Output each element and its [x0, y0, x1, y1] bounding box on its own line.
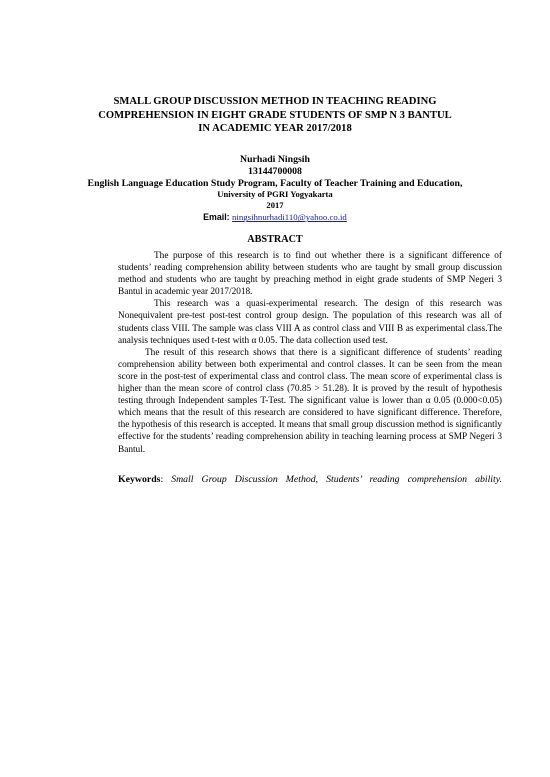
author-name: Nurhadi Ningsih	[240, 154, 310, 165]
publication-year: 2017	[266, 200, 284, 211]
abstract-paragraph-result: The result of this research shows that there is a significant difference of students’ reading comprehension ability between both experimental and control classes. It can be seen from the mean score in the post-test of experimental class and control class. The mean score of experimental class is higher than the mean score of control class (70.85 > 51.28). It is proved by the result of hypothesis testing through Independent samples T-Test. The significant value is lower than α 0.05 (0.000<0.05) which means that the result of this research are considered to have significant difference. Therefore, the hypothesis of this research is accepted. It means that small group discussion method is significantly effective for the students’ reading comprehension ability in teaching learning process at SMP Negeri 3 Bantul.	[118, 347, 502, 455]
keywords-text: Small Group Discussion Method, Students’ reading comprehension ability.	[171, 474, 503, 485]
keywords-label: Keywords	[118, 474, 161, 485]
university-name: University of PGRI Yogyakarta	[217, 189, 333, 200]
abstract-paragraph-method: This research was a quasi-experimental research. The design of this research was Nonequivalent pre-test post-test control group design. The population of this research was all of students class VIII. The sample was class VIII A as control class and VIII B as experimental class.The analysis techniques used t-test with α 0.05. The data collection used test.	[118, 299, 502, 346]
abstract-paragraph-purpose: The purpose of this research is to find out whether there is a significant difference of students’ reading comprehension ability between students who are taught by small group discussion method and students who are taught by preaching method in eight grade students of SMP Negeri 3 Bantul in academic year 2017/2018.	[118, 251, 502, 298]
abstract-body	[118, 250, 502, 456]
email-line	[40, 211, 510, 223]
study-program: English Language Education Study Program, Faculty of Teacher Training and Education,	[87, 177, 463, 189]
email-label: Email:	[203, 212, 230, 223]
student-id: 13144700008	[248, 165, 302, 177]
keywords-colon: :	[160, 474, 172, 485]
keywords-line	[118, 474, 502, 486]
author-block	[40, 154, 510, 223]
abstract-heading: ABSTRACT	[247, 234, 303, 245]
paper-title: SMALL GROUP DISCUSSION METHOD IN TEACHING READING COMPREHENSION IN EIGHT GRADE STUDENTS OF SMP N 3 BANTUL IN ACADEMIC YEAR 2017/2018	[98, 96, 452, 135]
email-link[interactable]: ningsihnurhadi110@yahoo.co.id	[232, 212, 347, 223]
